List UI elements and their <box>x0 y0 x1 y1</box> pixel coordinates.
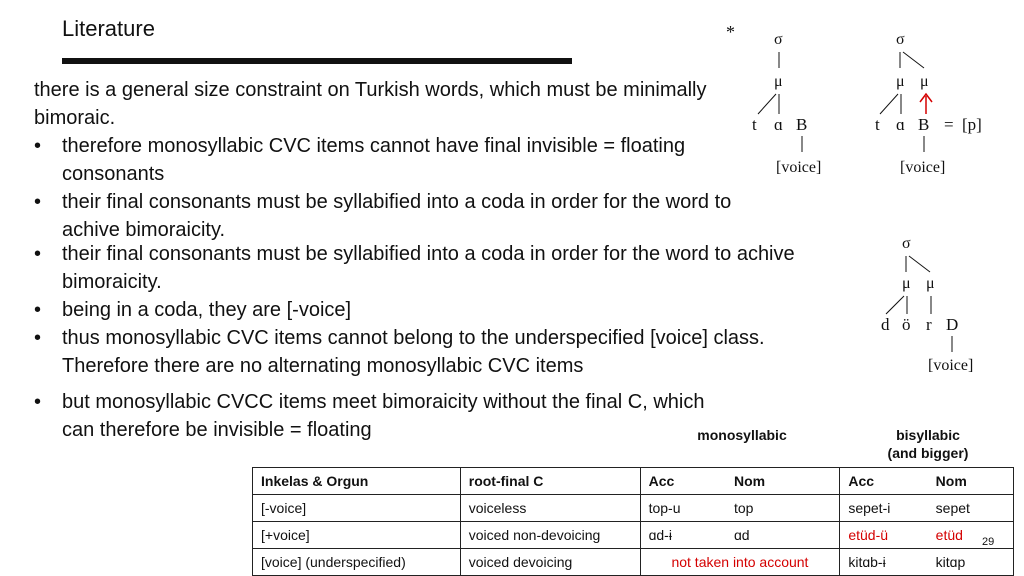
table-cell: [voice] (underspecified) <box>253 549 461 576</box>
table-cell: voiced devoicing <box>460 549 640 576</box>
table-cell: kitɑp <box>928 549 1014 576</box>
table-cell: [+voice] <box>253 522 461 549</box>
table-cell: voiceless <box>460 495 640 522</box>
voice-feature: [voice] <box>900 159 946 176</box>
table-cell-not-counted: not taken into account <box>640 549 840 576</box>
table-cell-highlight: etüd-ü <box>840 522 928 549</box>
table-cell: [-voice] <box>253 495 461 522</box>
bullet-list-1 <box>34 132 734 244</box>
voicing-table <box>252 467 1014 576</box>
segment: t <box>875 115 880 134</box>
mora-node: μ <box>902 275 911 292</box>
column-header: Inkelas & Orgun <box>253 468 461 495</box>
table-cell: top-u <box>640 495 726 522</box>
column-header: Nom <box>726 468 840 495</box>
association-line <box>903 52 924 68</box>
slide-title: Literature <box>62 16 155 41</box>
column-header: root-final C <box>460 468 640 495</box>
header-bisyllabic-label: bisyllabic <box>896 427 960 443</box>
bullet-item: • their final consonants must be syllabified into a coda in order for the word to achive bimoraicity. <box>34 188 734 244</box>
segment: ɑ <box>896 115 905 134</box>
table-cell: sepet-i <box>840 495 928 522</box>
bullet-item: • therefore monosyllabic CVC items cannot have final invisible = floating consonants <box>34 132 734 188</box>
bullet-item: • thus monosyllabic CVC items cannot belong to the underspecified [voice] class. Therefore there are no alternating monosyllabic CVC items <box>34 324 854 380</box>
segment: d <box>881 315 890 334</box>
bullet-list-3 <box>34 388 714 444</box>
association-line <box>909 256 930 272</box>
table-cell: ɑd <box>726 522 840 549</box>
mora-node: μ <box>920 73 929 90</box>
segment: B <box>796 115 808 134</box>
syllable-node: σ <box>896 31 905 48</box>
segment: D <box>946 315 959 334</box>
table-cell: voiced non-devoicing <box>460 522 640 549</box>
segment: B <box>918 115 930 134</box>
bullet-item: • being in a coda, they are [-voice] <box>34 296 854 324</box>
table-row <box>253 495 1014 522</box>
title-underline <box>62 58 572 64</box>
header-bisyllabic-sub: (and bigger) <box>887 445 969 461</box>
table-header-row <box>253 468 1014 495</box>
bullet-item: • but monosyllabic CVCC items meet bimoraicity without the final C, which can therefore be invisible = floating <box>34 388 714 444</box>
voice-feature: [voice] <box>776 159 822 176</box>
syllable-node: σ <box>774 31 783 48</box>
column-header: Acc <box>840 468 928 495</box>
equals-sign: = <box>944 115 954 134</box>
mora-node: μ <box>896 73 905 90</box>
segment: ɑ <box>774 115 783 134</box>
header-monosyllabic: monosyllabic <box>697 427 787 443</box>
devoiced-result: [p] <box>962 115 982 134</box>
bullet-list-2 <box>34 240 854 380</box>
table-cell-highlight: etüd <box>928 522 1014 549</box>
voice-feature: [voice] <box>928 357 974 374</box>
column-header: Nom <box>928 468 1014 495</box>
diagram-bimoraic-devoicing <box>866 22 1016 182</box>
segment: t <box>752 115 757 134</box>
table-cell: ɑd-ɨ <box>640 522 726 549</box>
table-cell: sepet <box>928 495 1014 522</box>
header-bisyllabic <box>862 426 994 462</box>
mora-node: μ <box>926 275 935 292</box>
association-line <box>758 94 776 114</box>
mora-node: μ <box>774 73 783 90</box>
segment: r <box>926 315 932 334</box>
diagram-monomoraic-ungrammatical <box>722 22 842 182</box>
syllable-node: σ <box>902 235 911 252</box>
association-line <box>886 296 904 314</box>
table-cell: kitɑb-ɨ <box>840 549 928 576</box>
intro-paragraph: there is a general size constraint on Turkish words, which must be minimally bimoraic. <box>34 79 707 129</box>
ungrammatical-star: * <box>726 22 735 42</box>
column-header: Acc <box>640 468 726 495</box>
table-cell: top <box>726 495 840 522</box>
segment: ö <box>902 315 911 334</box>
diagram-dord <box>872 226 992 376</box>
association-line <box>880 94 898 114</box>
table-row <box>253 549 1014 576</box>
bullet-item: • their final consonants must be syllabified into a coda in order for the word to achive bimoraicity. <box>34 240 854 296</box>
page-number: 29 <box>982 536 995 548</box>
table-row <box>253 522 1014 549</box>
